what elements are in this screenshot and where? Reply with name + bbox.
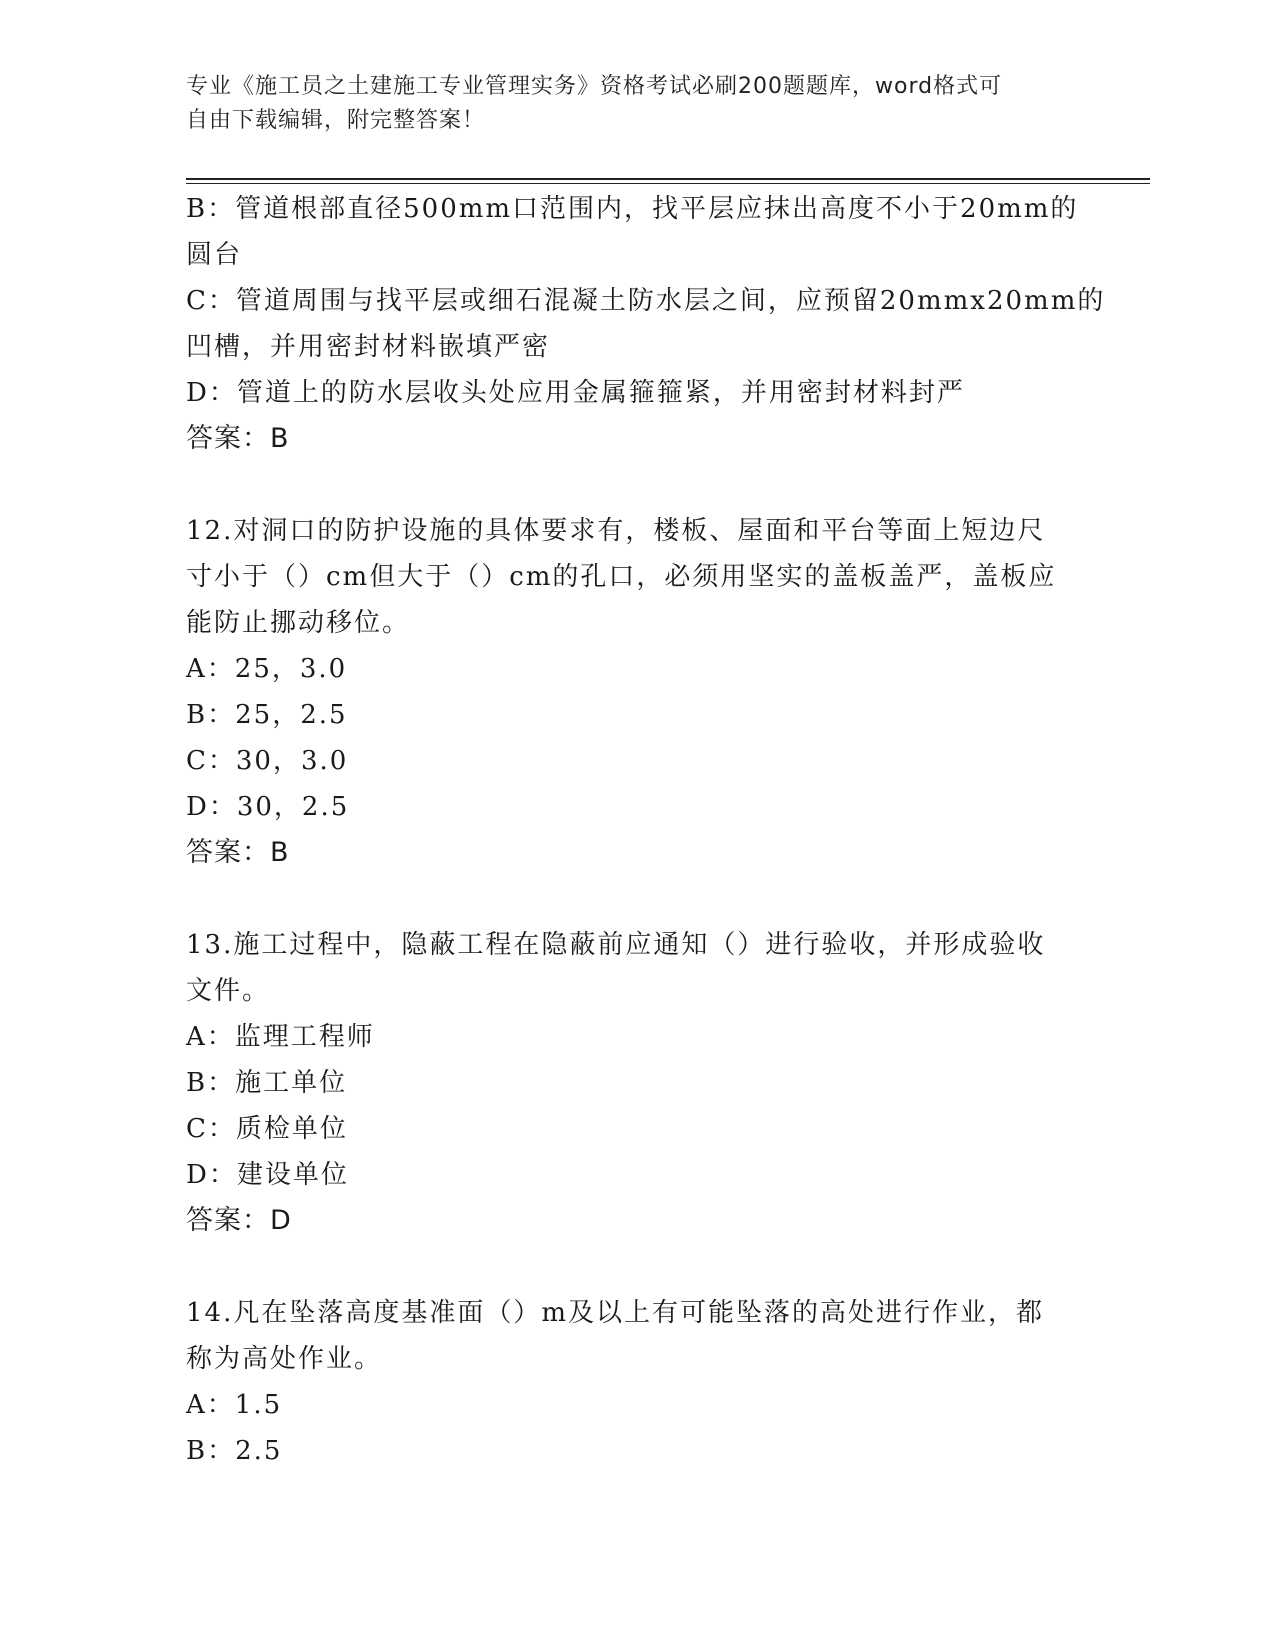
question-list	[186, 186, 1106, 1474]
header-divider-thin	[186, 183, 1150, 184]
option-d: D：管道上的防水层收头处应用金属箍箍紧，并用密封材料封严	[186, 378, 965, 408]
option-d: D：30，2.5	[186, 792, 350, 822]
header-title-line-2: 自由下载编辑，附完整答案！	[186, 108, 486, 133]
option-b-line-1: B：管道根部直径500mm口范围内，找平层应抹出高度不小于20mm的	[186, 194, 1079, 224]
answer: 答案：B	[186, 423, 290, 454]
answer: 答案：D	[186, 1205, 292, 1236]
option-b: B：2.5	[186, 1436, 283, 1466]
question-12	[186, 508, 1086, 876]
question-13	[186, 922, 1086, 1244]
option-c: C：质检单位	[186, 1114, 348, 1144]
option-d: D：建设单位	[186, 1160, 349, 1190]
answer: 答案：B	[186, 837, 290, 868]
question-stem-line-2: 文件。	[186, 976, 271, 1006]
option-c-line-2: 凹槽，并用密封材料嵌填严密	[186, 332, 551, 362]
question-11	[186, 186, 1106, 462]
header-divider-thick	[186, 178, 1150, 180]
question-stem-line-1: 13.施工过程中，隐蔽工程在隐蔽前应通知（）进行验收，并形成验收	[186, 930, 1046, 960]
question-stem-line-1: 14.凡在坠落高度基准面（）m及以上有可能坠落的高处进行作业，都	[186, 1298, 1045, 1328]
option-b: B：25，2.5	[186, 700, 348, 730]
header-title-line-1: 专业《施工员之土建施工专业管理实务》资格考试必刷200题题库，word格式可	[186, 74, 1003, 99]
question-stem-line-3: 能防止挪动移位。	[186, 608, 411, 638]
option-a: A：监理工程师	[186, 1022, 375, 1052]
document-header	[186, 70, 1066, 138]
question-stem-line-2: 寸小于（）cm但大于（）cm的孔口，必须用坚实的盖板盖严，盖板应	[186, 562, 1057, 592]
question-stem-line-2: 称为高处作业。	[186, 1344, 383, 1374]
question-stem-line-1: 12.对洞口的防护设施的具体要求有，楼板、屋面和平台等面上短边尺	[186, 516, 1046, 546]
option-a: A：1.5	[186, 1390, 283, 1420]
spacer	[186, 462, 1086, 508]
option-c: C：30，3.0	[186, 746, 349, 776]
option-a: A：25，3.0	[186, 654, 348, 684]
spacer	[186, 1244, 1086, 1290]
option-b-line-2: 圆台	[186, 240, 243, 270]
spacer	[186, 876, 1086, 922]
option-c-line-1: C：管道周围与找平层或细石混凝土防水层之间，应预留20mmx20mm的	[186, 286, 1106, 316]
option-b: B：施工单位	[186, 1068, 348, 1098]
question-14	[186, 1290, 1086, 1474]
